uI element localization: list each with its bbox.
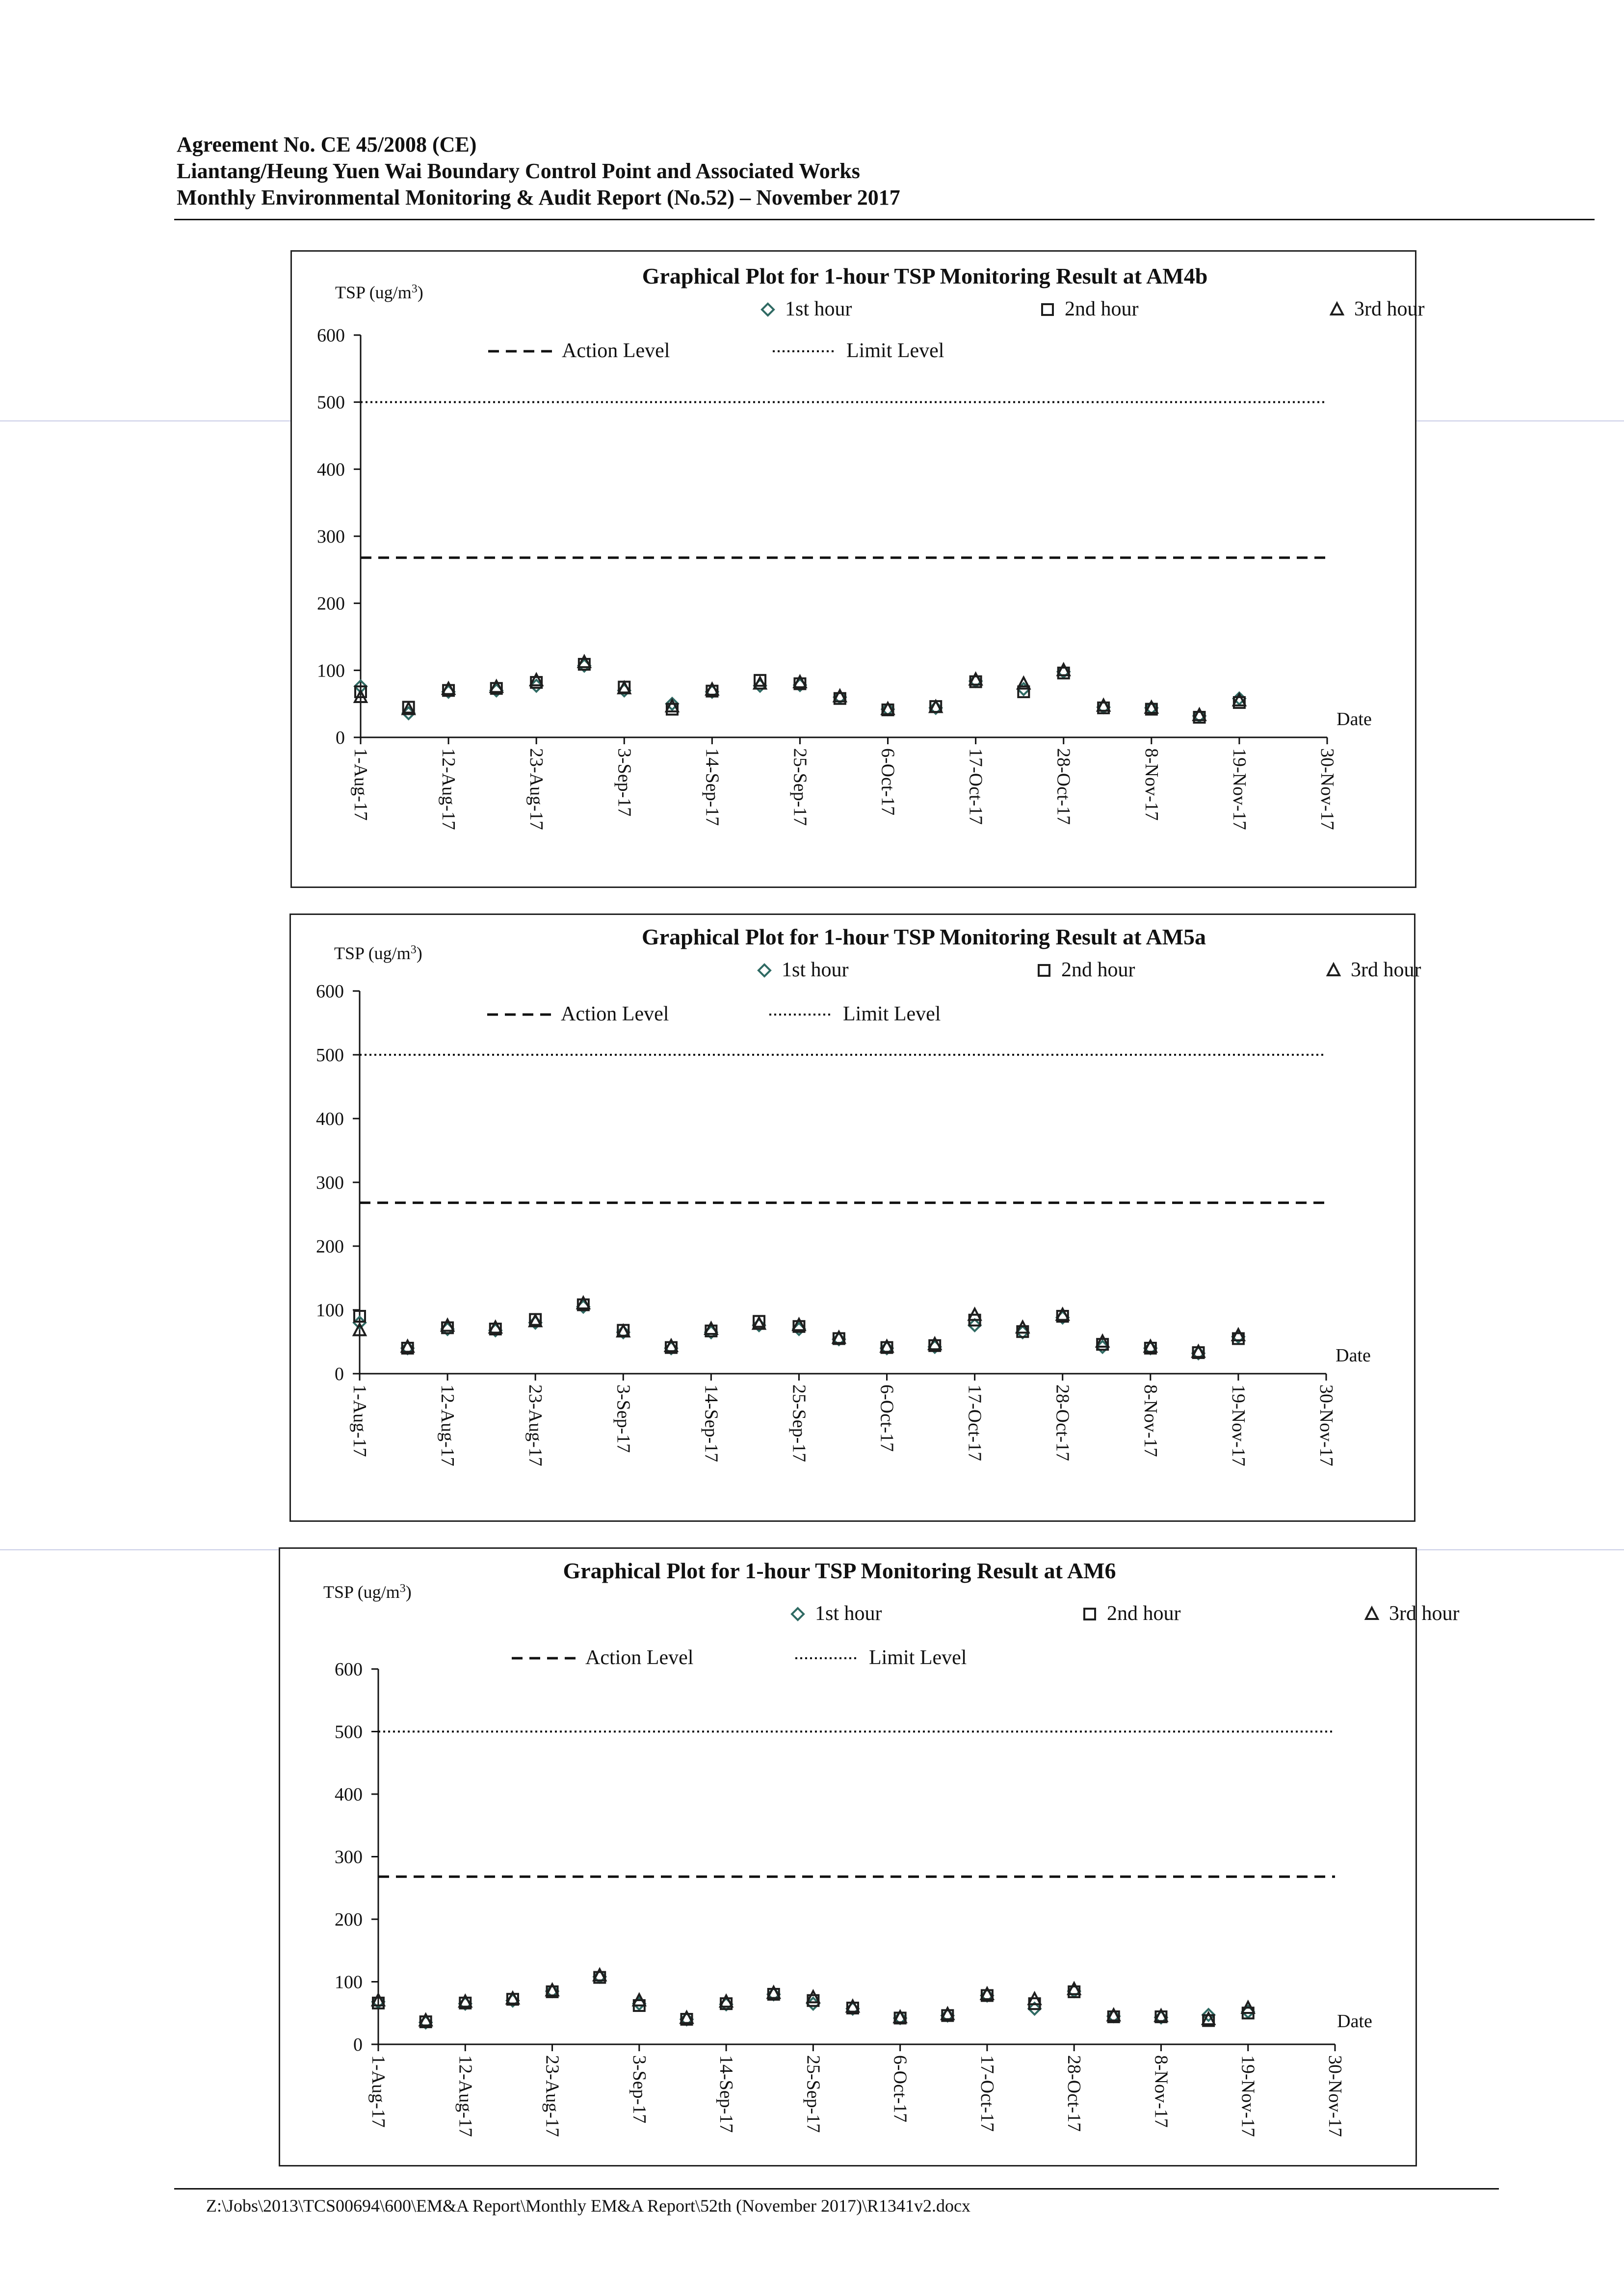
x-tick-label: 8-Nov-17 bbox=[1151, 2055, 1172, 2128]
chart-svg bbox=[291, 915, 1421, 1520]
x-tick-label: 1-Aug-17 bbox=[349, 1384, 370, 1457]
legend-marker-triangle bbox=[1366, 1608, 1378, 1619]
chart-panel-am4b bbox=[290, 250, 1425, 888]
x-tick-label: 8-Nov-17 bbox=[1140, 1384, 1161, 1457]
chart-svg bbox=[280, 1549, 1460, 2165]
y-tick-label: 100 bbox=[317, 660, 345, 681]
y-tick-label: 400 bbox=[316, 1109, 344, 1129]
x-tick-label: 3-Sep-17 bbox=[613, 1384, 634, 1453]
x-axis-label: Date bbox=[1337, 2011, 1372, 2032]
y-axis-label: TSP $(ug/m^3)$ bbox=[323, 1582, 412, 1602]
y-tick-label: 500 bbox=[335, 1722, 363, 1743]
legend-marker-triangle bbox=[1331, 303, 1343, 314]
data-point-triangle bbox=[720, 1995, 732, 2007]
data-point-triangle bbox=[578, 656, 590, 667]
chart-panel-am5a bbox=[289, 913, 1421, 1522]
footer-file-path: Z:\Jobs\2013\TCS00694\600\EM&A Report\Monthly EM&A Report\52th (November 2017)\R1341v2.docx bbox=[206, 2196, 970, 2216]
report-header bbox=[177, 131, 900, 211]
x-tick-label: 3-Sep-17 bbox=[629, 2055, 650, 2124]
legend-label: Limit Level bbox=[843, 1003, 941, 1025]
legend-label: Action Level bbox=[585, 1646, 694, 1669]
chart-title: Graphical Plot for 1-hour TSP Monitoring Result at AM4b bbox=[642, 263, 1208, 288]
x-tick-label: 1-Aug-17 bbox=[368, 2055, 389, 2128]
legend-label: Limit Level bbox=[846, 339, 944, 362]
y-tick-label: 200 bbox=[316, 1236, 344, 1257]
legend-label: Action Level bbox=[562, 339, 670, 362]
x-tick-label: 25-Sep-17 bbox=[789, 748, 811, 826]
y-tick-label: 600 bbox=[317, 325, 345, 346]
legend-marker-diamond bbox=[792, 1608, 804, 1620]
x-tick-label: 25-Sep-17 bbox=[788, 1384, 810, 1462]
header-rule bbox=[174, 219, 1595, 220]
legend-label: 3rd hour bbox=[1389, 1602, 1460, 1625]
x-tick-label: 23-Aug-17 bbox=[542, 2055, 563, 2137]
x-tick-label: 28-Oct-17 bbox=[1064, 2055, 1085, 2132]
y-tick-label: 0 bbox=[336, 728, 345, 748]
x-tick-label: 30-Nov-17 bbox=[1325, 2055, 1345, 2137]
legend-marker-triangle bbox=[1328, 964, 1339, 975]
x-tick-label: 12-Aug-17 bbox=[455, 2055, 476, 2137]
x-tick-label: 14-Sep-17 bbox=[701, 1384, 722, 1462]
x-tick-label: 14-Sep-17 bbox=[716, 2055, 737, 2133]
legend-marker-diamond bbox=[762, 304, 774, 315]
y-tick-label: 600 bbox=[316, 981, 344, 1002]
x-tick-label: 6-Oct-17 bbox=[876, 1384, 897, 1452]
x-axis-label: Date bbox=[1336, 709, 1372, 730]
y-tick-label: 0 bbox=[353, 2035, 363, 2055]
report-title-line: Monthly Environmental Monitoring & Audit Report (No.52) – November 2017 bbox=[177, 185, 900, 209]
y-tick-label: 100 bbox=[335, 1972, 363, 1993]
x-tick-label: 3-Sep-17 bbox=[614, 748, 635, 817]
legend-label: 2nd hour bbox=[1061, 959, 1135, 981]
x-tick-label: 30-Nov-17 bbox=[1316, 1384, 1336, 1466]
legend-label: 1st hour bbox=[815, 1602, 882, 1625]
x-tick-label: 6-Oct-17 bbox=[890, 2055, 911, 2123]
legend-label: 3rd hour bbox=[1354, 298, 1425, 320]
legend-label: 3rd hour bbox=[1351, 959, 1421, 981]
chart-svg bbox=[292, 252, 1425, 887]
y-tick-label: 400 bbox=[317, 459, 345, 480]
chart-panel-am6 bbox=[279, 1547, 1460, 2166]
x-tick-label: 17-Oct-17 bbox=[964, 1384, 985, 1461]
x-tick-label: 12-Aug-17 bbox=[438, 748, 459, 830]
y-tick-label: 500 bbox=[317, 392, 345, 413]
legend-label: 1st hour bbox=[785, 298, 852, 320]
x-tick-label: 23-Aug-17 bbox=[525, 1384, 546, 1466]
x-tick-label: 19-Nov-17 bbox=[1229, 748, 1250, 830]
legend-label: 2nd hour bbox=[1107, 1602, 1181, 1625]
y-tick-label: 500 bbox=[316, 1045, 344, 1066]
x-tick-label: 8-Nov-17 bbox=[1141, 748, 1162, 821]
y-tick-label: 400 bbox=[335, 1784, 363, 1805]
y-tick-label: 300 bbox=[316, 1173, 344, 1193]
legend-label: Action Level bbox=[561, 1003, 669, 1025]
x-tick-label: 14-Sep-17 bbox=[702, 748, 723, 826]
x-axis-label: Date bbox=[1336, 1345, 1371, 1366]
y-tick-label: 300 bbox=[335, 1847, 363, 1868]
x-tick-label: 30-Nov-17 bbox=[1317, 748, 1337, 830]
x-tick-label: 12-Aug-17 bbox=[437, 1384, 458, 1466]
y-tick-label: 200 bbox=[317, 593, 345, 614]
legend-label: 2nd hour bbox=[1065, 298, 1139, 320]
data-point-triangle bbox=[705, 1323, 717, 1334]
x-tick-label: 19-Nov-17 bbox=[1237, 2055, 1258, 2137]
chart-title: Graphical Plot for 1-hour TSP Monitoring Result at AM6 bbox=[563, 1558, 1116, 1583]
legend-label: Limit Level bbox=[869, 1646, 967, 1669]
x-tick-label: 1-Aug-17 bbox=[350, 748, 371, 821]
x-tick-label: 23-Aug-17 bbox=[526, 748, 547, 830]
legend-marker-square bbox=[1039, 965, 1049, 976]
x-tick-label: 28-Oct-17 bbox=[1053, 748, 1074, 825]
x-tick-label: 19-Nov-17 bbox=[1228, 1384, 1249, 1466]
y-tick-label: 100 bbox=[316, 1300, 344, 1321]
legend-marker-square bbox=[1042, 304, 1053, 315]
y-tick-label: 0 bbox=[335, 1364, 344, 1384]
x-tick-label: 17-Oct-17 bbox=[965, 748, 986, 825]
x-tick-label: 17-Oct-17 bbox=[976, 2055, 997, 2132]
x-tick-label: 6-Oct-17 bbox=[877, 748, 898, 816]
x-tick-label: 25-Sep-17 bbox=[803, 2055, 824, 2133]
legend-marker-square bbox=[1084, 1609, 1095, 1619]
y-tick-label: 200 bbox=[335, 1909, 363, 1930]
agreement-line: Agreement No. CE 45/2008 (CE) bbox=[177, 132, 477, 157]
y-tick-label: 300 bbox=[317, 526, 345, 547]
legend-marker-diamond bbox=[759, 965, 770, 976]
y-tick-label: 600 bbox=[335, 1659, 363, 1680]
x-tick-label: 28-Oct-17 bbox=[1052, 1384, 1073, 1461]
project-line: Liantang/Heung Yuen Wai Boundary Control Point and Associated Works bbox=[177, 159, 860, 183]
y-axis-label: TSP $(ug/m^3)$ bbox=[335, 283, 423, 302]
data-point-triangle bbox=[442, 1320, 453, 1331]
chart-title: Graphical Plot for 1-hour TSP Monitoring Result at AM5a bbox=[641, 924, 1206, 949]
legend-label: 1st hour bbox=[782, 959, 849, 981]
footer-rule bbox=[174, 2188, 1499, 2190]
y-axis-label: TSP $(ug/m^3)$ bbox=[334, 943, 422, 963]
